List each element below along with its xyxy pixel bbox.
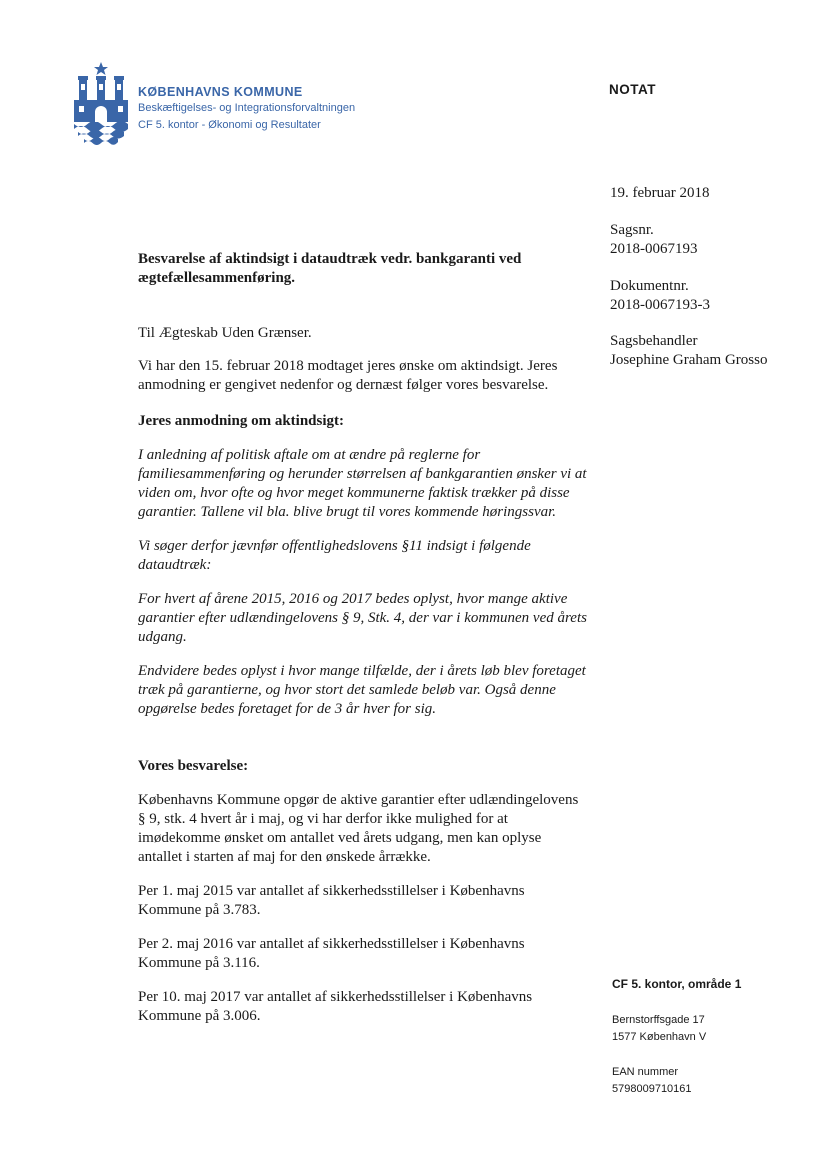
answer-paragraph-1: Københavns Kommune opgør de aktive garantier efter udlændingelovens § 9, stk. 4 hvert år i maj, og vi har derfor ikke mulighed for at imødekomme ønsket om antallet ved årets udgang, men kan oplyse antallet i starten af maj for den ønskede årrække. [138, 792, 579, 865]
contact-street: Bernstorffsgade 17 [612, 1014, 705, 1026]
request-paragraph-4: Endvidere bedes oplyst i hvor mange tilfælde, der i årets løb blev foretaget træk på garantierne, og hvor stort det samlede beløb var. Også denne opgørelse bedes foretaget for de 3 år hver for sig. [138, 663, 586, 717]
document-number-label: Dokumentnr. [610, 278, 689, 294]
answer-paragraph-2: Per 1. maj 2015 var antallet af sikkerhedsstillelser i Københavns Kommune på 3.783. [138, 883, 525, 918]
kobenhavns-kommune-logo-icon [72, 62, 130, 148]
request-heading: Jeres anmodning om aktindsigt: [138, 413, 345, 429]
case-handler-label: Sagsbehandler [610, 333, 698, 349]
case-handler-value: Josephine Graham Grosso [610, 352, 768, 368]
answer-heading: Vores besvarelse: [138, 758, 249, 774]
org-office: CF 5. kontor - Økonomi og Resultater [138, 119, 321, 131]
letter-body [138, 250, 588, 1026]
answer-paragraph-4: Per 10. maj 2017 var antallet af sikkerhedsstillelser i Københavns Kommune på 3.006. [138, 989, 533, 1024]
document-number-value: 2018-0067193-3 [610, 297, 710, 313]
letter-title: Besvarelse af aktindsigt i dataudtræk vedr. bankgaranti ved ægtefællesammenføring. [138, 251, 522, 286]
org-department: Beskæftigelses- og Integrationsforvaltningen [138, 102, 356, 114]
document-date: 19. februar 2018 [610, 185, 710, 201]
document-type: NOTAT [609, 82, 656, 97]
case-number-label: Sagsnr. [610, 222, 654, 238]
contact-city: 1577 København V [612, 1031, 707, 1043]
request-paragraph-3: For hvert af årene 2015, 2016 og 2017 bedes oplyst, hvor mange aktive garantier efter udlændingelovens § 9, Stk. 4, der var i kommunen ved årets udgang. [138, 591, 587, 645]
contact-office: CF 5. kontor, område 1 [612, 977, 742, 991]
ean-label: EAN nummer [612, 1066, 679, 1078]
case-number-value: 2018-0067193 [610, 241, 698, 257]
org-block [138, 84, 355, 134]
intro-paragraph: Vi har den 15. februar 2018 modtaget jeres ønske om aktindsigt. Jeres anmodning er gengivet nedenfor og dernæst følger vores besvarelse. [138, 358, 558, 393]
org-name: KØBENHAVNS KOMMUNE [138, 85, 303, 99]
answer-paragraph-3: Per 2. maj 2016 var antallet af sikkerhedsstillelser i Københavns Kommune på 3.116. [138, 936, 525, 971]
salutation: Til Ægteskab Uden Grænser. [138, 325, 312, 341]
request-paragraph-1: I anledning af politisk aftale om at ændre på reglerne for familiesammenføring og herunder størrelsen af bankgarantien ønsker vi at viden om, hvor ofte og hvor meget kommunerne faktisk trækker på disse garantier. Tallene vil bla. blive brugt til vores kommende høringssvar. [138, 447, 587, 520]
ean-value: 5798009710161 [612, 1083, 692, 1095]
request-paragraph-2: Vi søger derfor jævnfør offentlighedslovens §11 indsigt i følgende dataudtræk: [138, 538, 531, 573]
